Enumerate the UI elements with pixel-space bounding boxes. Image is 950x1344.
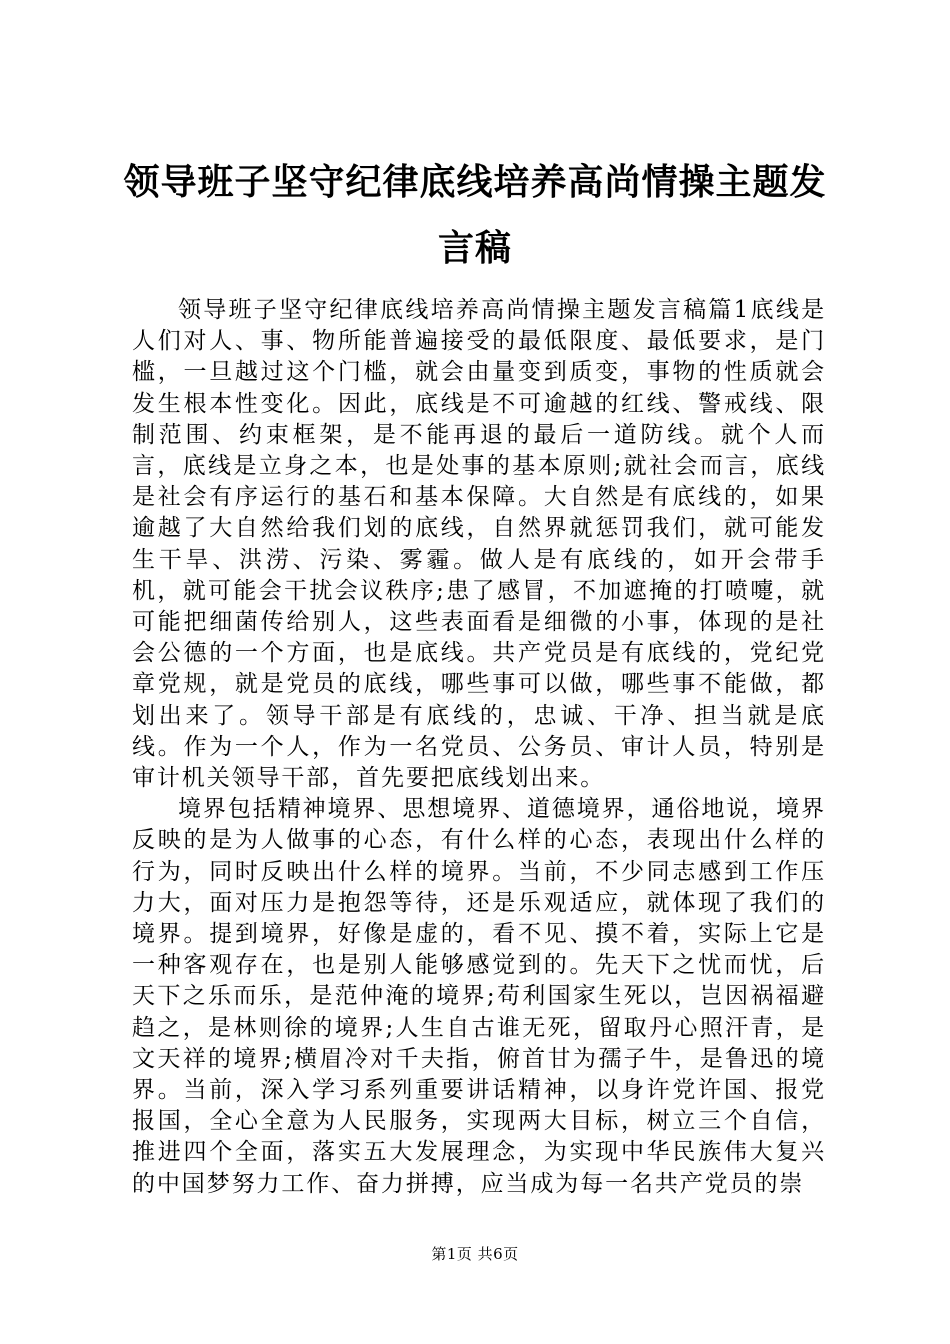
document-body — [132, 295, 826, 1200]
page-title: 领导班子坚守纪律底线培养高尚情操主题发言稿 — [123, 162, 827, 269]
paragraph: 境界包括精神境界、思想境界、道德境界，通俗地说，境界反映的是为人做事的心态，有什么样的心态，表现出什么样的行为，同时反映出什么样的境界。当前，不少同志感到工作压力大，面对压力是抱怨等待，还是乐观适应，就体现了我们的境界。提到境界，好像是虚的，看不见、摸不着，实际上它是一种客观存在，也是别人能够感觉到的。先天下之忧而忧，后天下之乐而乐，是范仲淹的境界;苟利国家生死以，岂因祸福避趋之，是林则徐的境界;人生自古谁无死，留取丹心照汗青，是文天祥的境界;横眉冷对千夫指，俯首甘为孺子牛，是鲁迅的境界。当前，深入学习系列重要讲话精神，以身许党许国、报党报国，全心全意为人民服务，实现两大目标，树立三个自信，推进四个全面，落实五大发展理念，为实现中华民族伟大复兴的中国梦努力工作、奋力拼搏，应当成为每一名共产党员的崇 — [132, 796, 826, 1197]
page-footer: 第1页 共6页 — [431, 1245, 519, 1263]
paragraph: 领导班子坚守纪律底线培养高尚情操主题发言稿篇1底线是人们对人、事、物所能普遍接受的最低限度、最低要求，是门槛，一旦越过这个门槛，就会由量变到质变，事物的性质就会发生根本性变化。因此，底线是不可逾越的红线、警戒线、限制范围、约束框架，是不能再退的最后一道防线。就个人而言，底线是立身之本，也是处事的基本原则;就社会而言，底线是社会有序运行的基石和基本保障。大自然是有底线的，如果逾越了大自然给我们划的底线，自然界就惩罚我们，就可能发生干旱、洪涝、污染、雾霾。做人是有底线的，如开会带手机，就可能会干扰会议秩序;患了感冒，不加遮掩的打喷嚏，就可能把细菌传给别人，这些表面看是细微的小事，体现的是社会公德的一个方面，也是底线。共产党员是有底线的，党纪党章党规，就是党员的底线，哪些事可以做，哪些事不能做，都划出来了。领导干部是有底线的，忠诚、干净、担当就是底线。作为一个人，作为一名党员、公务员、审计人员，特别是审计机关领导干部，首先要把底线划出来。 — [132, 297, 826, 792]
